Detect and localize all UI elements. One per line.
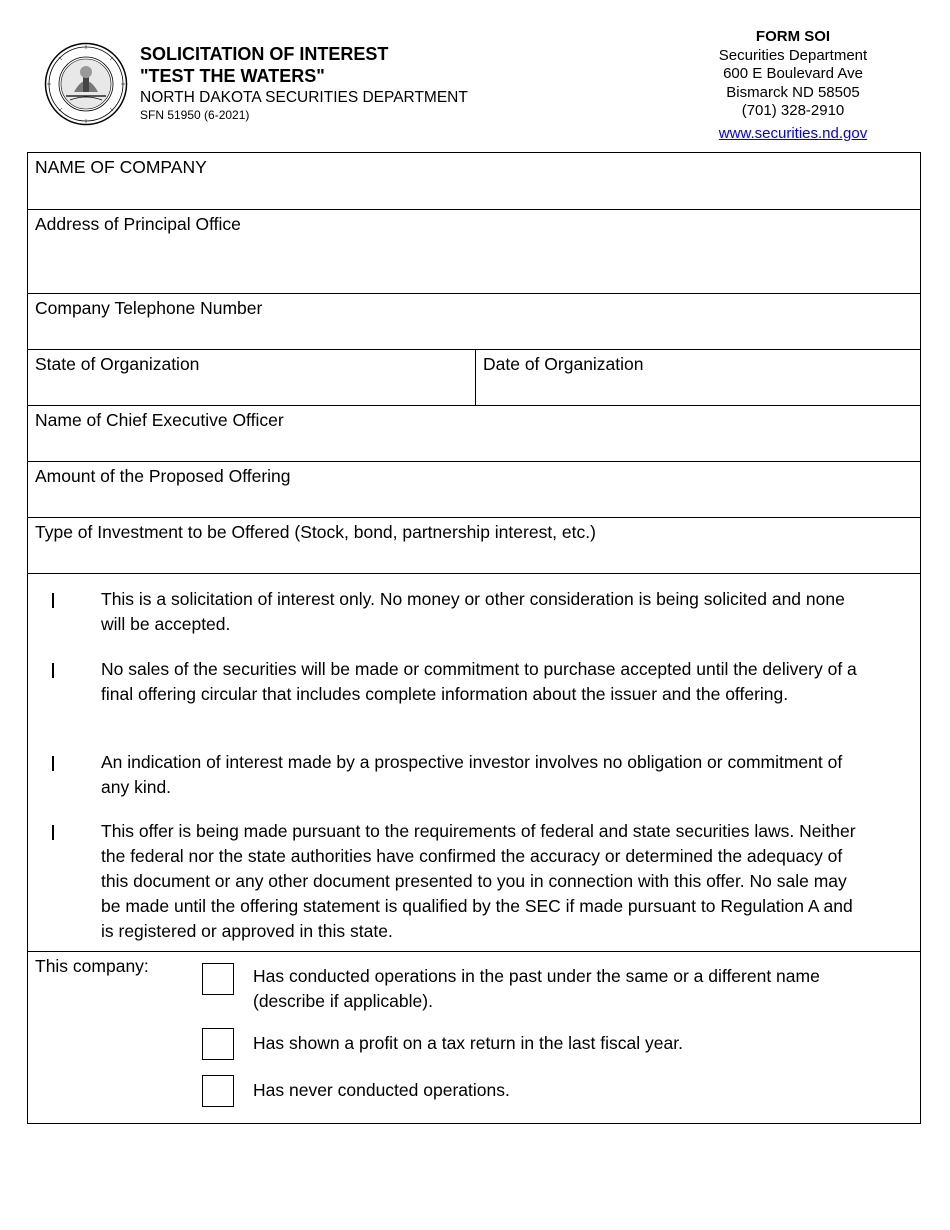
state-seal-icon (44, 42, 128, 126)
field-label: Name of Chief Executive Officer (35, 410, 284, 430)
form-subtitle: "TEST THE WATERS" (140, 66, 325, 86)
notice-list (28, 573, 920, 952)
address-line: 600 E Boulevard Ave (723, 65, 863, 82)
form-header (140, 43, 468, 123)
checkbox[interactable] (202, 1075, 234, 1107)
bullet-icon (52, 593, 54, 608)
form-body (27, 152, 921, 1124)
website-link[interactable]: www.securities.nd.gov (718, 124, 868, 142)
bullet-icon (52, 663, 54, 678)
row-ceo (28, 406, 920, 462)
checkbox[interactable] (202, 963, 234, 995)
field-label: NAME OF COMPANY (35, 157, 207, 177)
notice-item: No sales of the securities will be made or commitment to purchase accepted until the delivery of a final offering circular that includes complete information about the issuer and the offering. (76, 657, 866, 707)
company-status-section: This company: Has conducted operations in the past under the same or a different name (describe if applicable). Has shown a profit on a tax return in the last fiscal year. Has never conducted operations. (28, 951, 920, 1123)
department-name: NORTH DAKOTA SECURITIES DEPARTMENT (140, 89, 468, 106)
field-label: Address of Principal Office (35, 214, 241, 234)
row-offering-amount (28, 462, 920, 518)
telephone-field[interactable] (28, 294, 920, 349)
field-label: Type of Investment to be Offered (Stock, bond, partnership interest, etc.) (35, 522, 596, 542)
investment-type-field[interactable] (28, 518, 920, 573)
field-label: State of Organization (35, 354, 200, 374)
row-telephone (28, 294, 920, 350)
row-organization (28, 350, 920, 406)
field-label: Amount of the Proposed Offering (35, 466, 291, 486)
checkbox[interactable] (202, 1028, 234, 1060)
state-of-organization-field[interactable] (28, 350, 475, 405)
company-name-field[interactable] (28, 153, 920, 209)
company-status-label: This company: (35, 956, 149, 976)
ceo-name-field[interactable] (28, 406, 920, 461)
form-title: SOLICITATION OF INTEREST (140, 44, 389, 64)
address-line: Securities Department (718, 46, 868, 64)
bullet-icon (52, 825, 54, 840)
row-principal-office (28, 210, 920, 294)
principal-office-field[interactable] (28, 210, 920, 293)
field-label: Company Telephone Number (35, 298, 263, 318)
row-company-name (28, 153, 920, 210)
notice-item: This offer is being made pursuant to the requirements of federal and state securities laws. Neither the federal nor the state authorities have confirmed the accuracy or determined the adequacy of this document or any other document presented to you in connection with this offer. No sale may be made until the offering statement is qualified by the SEC if made pursuant to Regulation A and is registered or approved in this state. (76, 819, 866, 944)
field-label: Date of Organization (483, 354, 644, 374)
bullet-icon (52, 756, 54, 771)
address-line: Bismarck ND 58505 (726, 83, 860, 101)
notice-item: This is a solicitation of interest only. No money or other consideration is being solicited and none will be accepted. (76, 587, 866, 637)
form-id: FORM SOI (755, 28, 831, 45)
phone-number: (701) 328-2910 (741, 102, 845, 119)
offering-amount-field[interactable] (28, 462, 920, 517)
form-number: SFN 51950 (6-2021) (140, 108, 250, 122)
row-investment-type (28, 518, 920, 574)
notice-item: An indication of interest made by a prospective investor involves no obligation or commitment of any kind. (76, 750, 866, 800)
department-address (693, 28, 893, 143)
date-of-organization-field[interactable] (475, 350, 920, 405)
